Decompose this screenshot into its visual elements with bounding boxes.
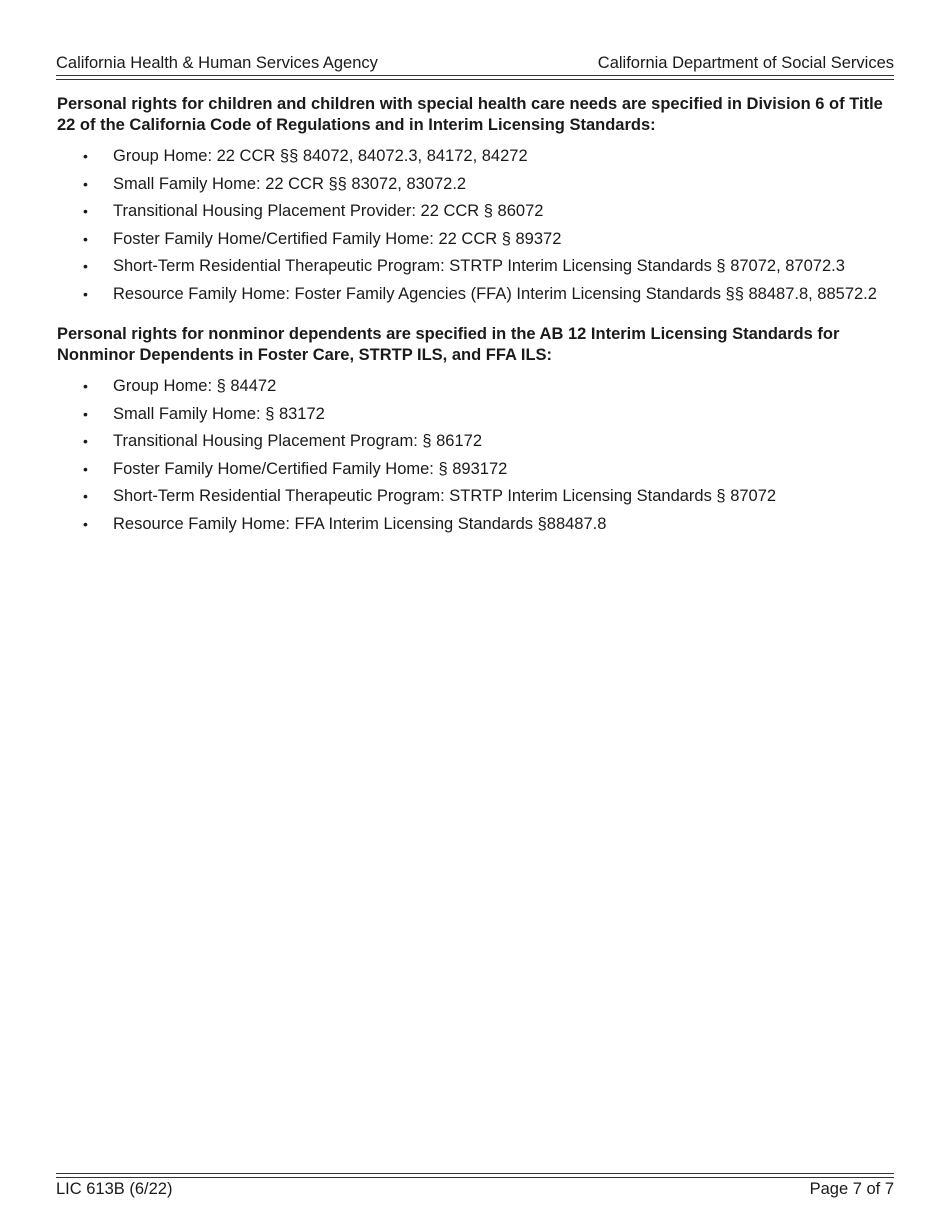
list-item: • Foster Family Home/Certified Family Home: § 893172 [83, 459, 508, 478]
list-item: • Small Family Home: § 83172 [83, 404, 325, 423]
list-item: • Resource Family Home: Foster Family Agencies (FFA) Interim Licensing Standards §§ 88487.8, 88572.2 [83, 284, 877, 303]
header-divider [56, 75, 894, 80]
section-heading-children: Personal rights for children and children with special health care needs are specified in Division 6 of Title 22 of the California Code of Regulations and in Interim Licensing Standards: [57, 95, 883, 134]
bullet-icon: • [83, 148, 88, 164]
bullet-icon: • [83, 203, 88, 220]
children-rights-list [57, 146, 890, 304]
bullet-icon: • [83, 175, 88, 192]
nonminor-rights-list [57, 376, 890, 534]
bullet-icon: • [83, 377, 88, 394]
list-item: • Transitional Housing Placement Provider: 22 CCR § 86072 [83, 202, 544, 221]
list-item: • Foster Family Home/Certified Family Home: 22 CCR § 89372 [83, 229, 562, 248]
bullet-icon: • [83, 285, 88, 302]
bullet-icon: • [83, 230, 88, 247]
header-department: California Department of Social Services [597, 54, 894, 72]
bullet-icon: • [83, 433, 88, 450]
bullet-icon: • [83, 515, 88, 532]
form-identifier: LIC 613B (6/22) [56, 1180, 173, 1198]
bullet-icon: • [83, 258, 88, 275]
list-item: • Resource Family Home: FFA Interim Licensing Standards §88487.8 [83, 514, 607, 533]
page-header [56, 50, 894, 74]
section-heading-nonminor: Personal rights for nonminor dependents are specified in the AB 12 Interim Licensing Standards for Nonminor Dependents in Foster Care, STRTP ILS, and FFA ILS: [57, 324, 840, 364]
bullet-icon: • [83, 460, 88, 477]
list-item: • Transitional Housing Placement Program: § 86172 [83, 432, 483, 451]
list-item: • Short-Term Residential Therapeutic Program: STRTP Interim Licensing Standards § 87072, 87072.3 [83, 257, 845, 276]
header-agency: California Health & Human Services Agency [56, 54, 378, 72]
page-footer [56, 1178, 894, 1200]
list-item: • Group Home: 22 CCR §§ 84072, 84072.3, 84172, 84272 [83, 147, 528, 165]
page-number: Page 7 of 7 [809, 1180, 894, 1198]
list-item: • Short-Term Residential Therapeutic Program: STRTP Interim Licensing Standards § 87072 [83, 487, 777, 506]
bullet-icon: • [83, 405, 88, 422]
page-content [57, 94, 890, 554]
list-item: • Small Family Home: 22 CCR §§ 83072, 83072.2 [83, 174, 467, 193]
bullet-icon: • [83, 488, 88, 505]
nonminor-section [57, 324, 890, 534]
list-item: • Group Home: § 84472 [83, 376, 277, 395]
